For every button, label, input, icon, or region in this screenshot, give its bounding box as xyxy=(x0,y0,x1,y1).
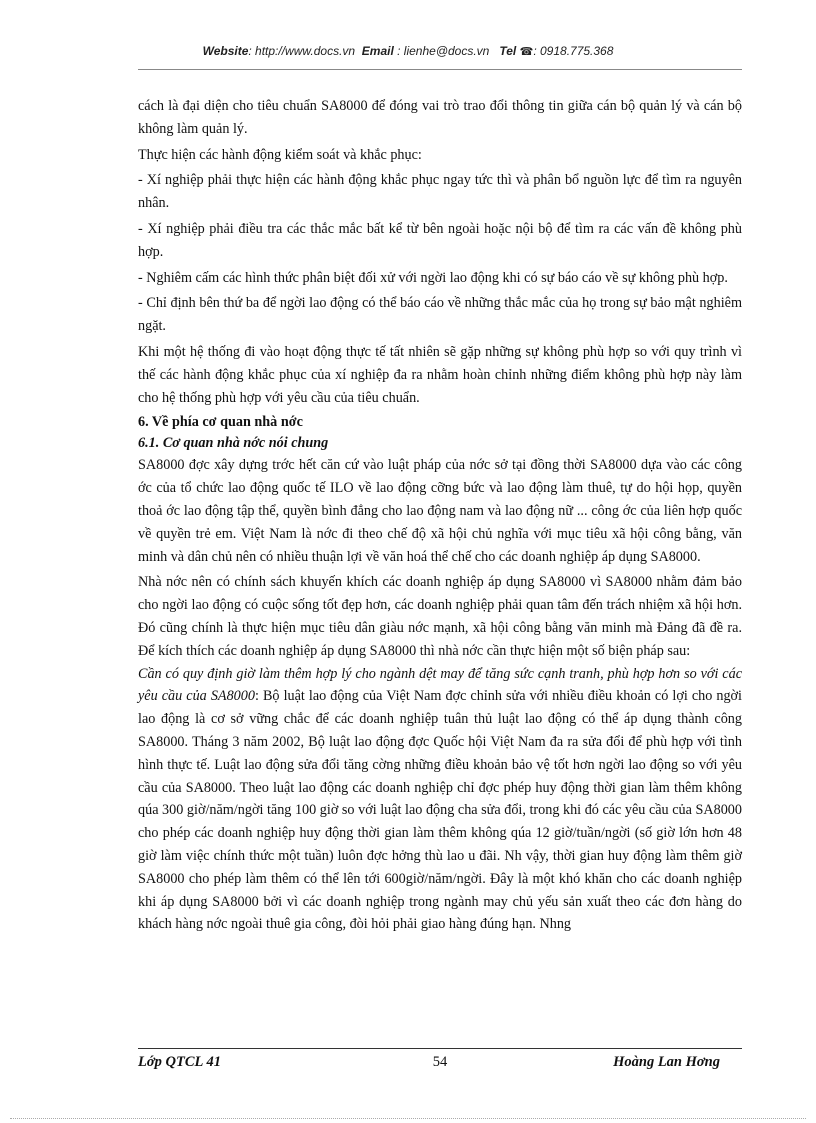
website-label: Website xyxy=(202,44,249,58)
paragraph: - Xí nghiệp phải điều tra các thắc mắc bất kể từ bên ngoài hoặc nội bộ để tìm ra các vấn đề không phù hợp. xyxy=(138,220,742,260)
paragraph: - Chỉ định bên thứ ba để ngời lao động có thể báo cáo về những thắc mắc của họ trong sự bảo mật nghiêm ngặt. xyxy=(138,295,742,335)
page-body xyxy=(138,95,742,936)
paragraph: cách là đại diện cho tiêu chuẩn SA8000 để đóng vai trò trao đổi thông tin giữa cán bộ quản lý và cán bộ không làm quản lý. xyxy=(138,98,742,137)
header-rule xyxy=(138,69,742,70)
page-header xyxy=(0,44,816,58)
page-number: 54 xyxy=(432,1054,448,1070)
tel-label: Tel xyxy=(499,44,517,58)
phone-icon: ☎ xyxy=(519,46,534,58)
subsection-heading: 6.1. Cơ quan nhà nớc nói chung xyxy=(138,435,329,452)
email-label: Email xyxy=(361,44,394,58)
footer-author: Hoàng Lan Hơng xyxy=(613,1054,720,1070)
page-footer xyxy=(138,1054,742,1076)
footer-rule xyxy=(138,1048,742,1049)
email-address: : lienhe@docs.vn xyxy=(397,44,490,58)
paragraph: - Xí nghiệp phải thực hiện các hành động khắc phục ngay tức thì và phân bổ nguồn lực để tìm ra nguyên nhân. xyxy=(138,172,742,212)
paragraph: SA8000 đợc xây dựng trớc hết căn cứ vào luật pháp của nớc sở tại đồng thời SA8000 dựa vào các công ớc của tổ chức lao động quốc tế ILO về lao động cỡng bức và lao động làm thuê, tự do hội họp, quyền thoả ớc lao động tập thể, quyền bình đẳng cho lao động nam và lao động nữ ... công ớc của liên hợp quốc về quyền trẻ em. Việt Nam là nớc đi theo chế độ xã hội chủ nghĩa với mục tiêu xã hội công bằng, văn minh và dân chủ nên có nhiều thuận lợi về văn hoá thể chế cho các doanh nghiệp áp dụng SA8000. xyxy=(138,457,742,565)
page-edge-dots xyxy=(10,1118,806,1119)
paragraph: - Nghiêm cấm các hình thức phân biệt đối xử với ngời lao động khi có sự báo cáo về sự không phù hợp. xyxy=(138,269,728,286)
footer-class: Lớp QTCL 41 xyxy=(138,1054,221,1070)
tel-number: : 0918.775.368 xyxy=(533,44,614,58)
section-heading: 6. Về phía cơ quan nhà nớc xyxy=(138,414,303,431)
paragraph-text: : Bộ luật lao động của Việt Nam đợc chỉnh sửa với nhiều điều khoản có lợi cho ngời lao động là cơ sở vững chắc để các doanh nghiệp tuân thủ luật lao động có thể áp dụng thành công SA8000. Tháng 3 năm 2002, Bộ luật lao động đợc Quốc hội Việt Nam đa ra sửa đổi để phù hợp với tình hình thực tế. Luật lao động sửa đổi tăng cờng những điều khoản bảo vệ tốt hơn ngời lao động so với yêu cầu của SA8000. Theo luật lao động các doanh nghiệp chỉ đợc phép huy động thời gian làm thêm không qúa 300 giờ/năm/ngời tăng 100 giờ so với luật lao động cha sửa đổi, trong khi đó các yêu cầu của SA8000 cho phép các doanh nghiệp huy động thời gian làm thêm không qúa 12 giờ/tuần/ngời (số giờ lớn hơn 48 giờ làm việc chính thức một tuần) luôn đợc hởng thù lao u đãi. Nh vậy, thời gian huy động làm thêm giờ SA8000 cho phép làm thêm có thể lên tới 600giờ/năm/ngời. Đây là một khó khăn cho các doanh nghiệp khi áp dụng SA8000 bởi vì các doanh nghiệp trong ngành may chủ yếu sản xuất theo các đơn hàng do khách hàng nớc ngoài thuê gia công, đòi hỏi phải giao hàng đúng hạn. Nhng xyxy=(138,688,742,933)
paragraph: Nhà nớc nên có chính sách khuyến khích các doanh nghiệp áp dụng SA8000 vì SA8000 nhằm đảm bảo cho ngời lao động có cuộc sống tốt đẹp hơn, các doanh nghiệp phải quan tâm đến trách nhiệm xã hội hơn. Đó cũng chính là thực hiện mục tiêu dân giàu nớc mạnh, xã hội công bằng văn minh mà Đảng đã đề ra. Để kích thích các doanh nghiệp áp dụng SA8000 thì nhà nớc cần thực hiện một số biện pháp sau: xyxy=(138,574,742,659)
website-url: : http://www.docs.vn xyxy=(248,44,356,58)
paragraph xyxy=(138,663,742,937)
paragraph: Khi một hệ thống đi vào hoạt động thực tế tất nhiên sẽ gặp những sự không phù hợp so với quy trình vì thế các hành động khắc phục của xí nghiệp đa ra nhằm hoàn chỉnh những điểm không phù hợp này làm cho hệ thống phù hợp với yêu cầu của tiêu chuẩn. xyxy=(138,343,742,406)
italic-lead: Cần có quy định giờ làm thêm hợp lý cho ngành dệt may để tăng sức cạnh tranh, phù hợp hơn so với các yêu cầu của SA8000 xyxy=(138,665,742,705)
paragraph: Thực hiện các hành động kiểm soát và khắc phục: xyxy=(138,146,422,163)
